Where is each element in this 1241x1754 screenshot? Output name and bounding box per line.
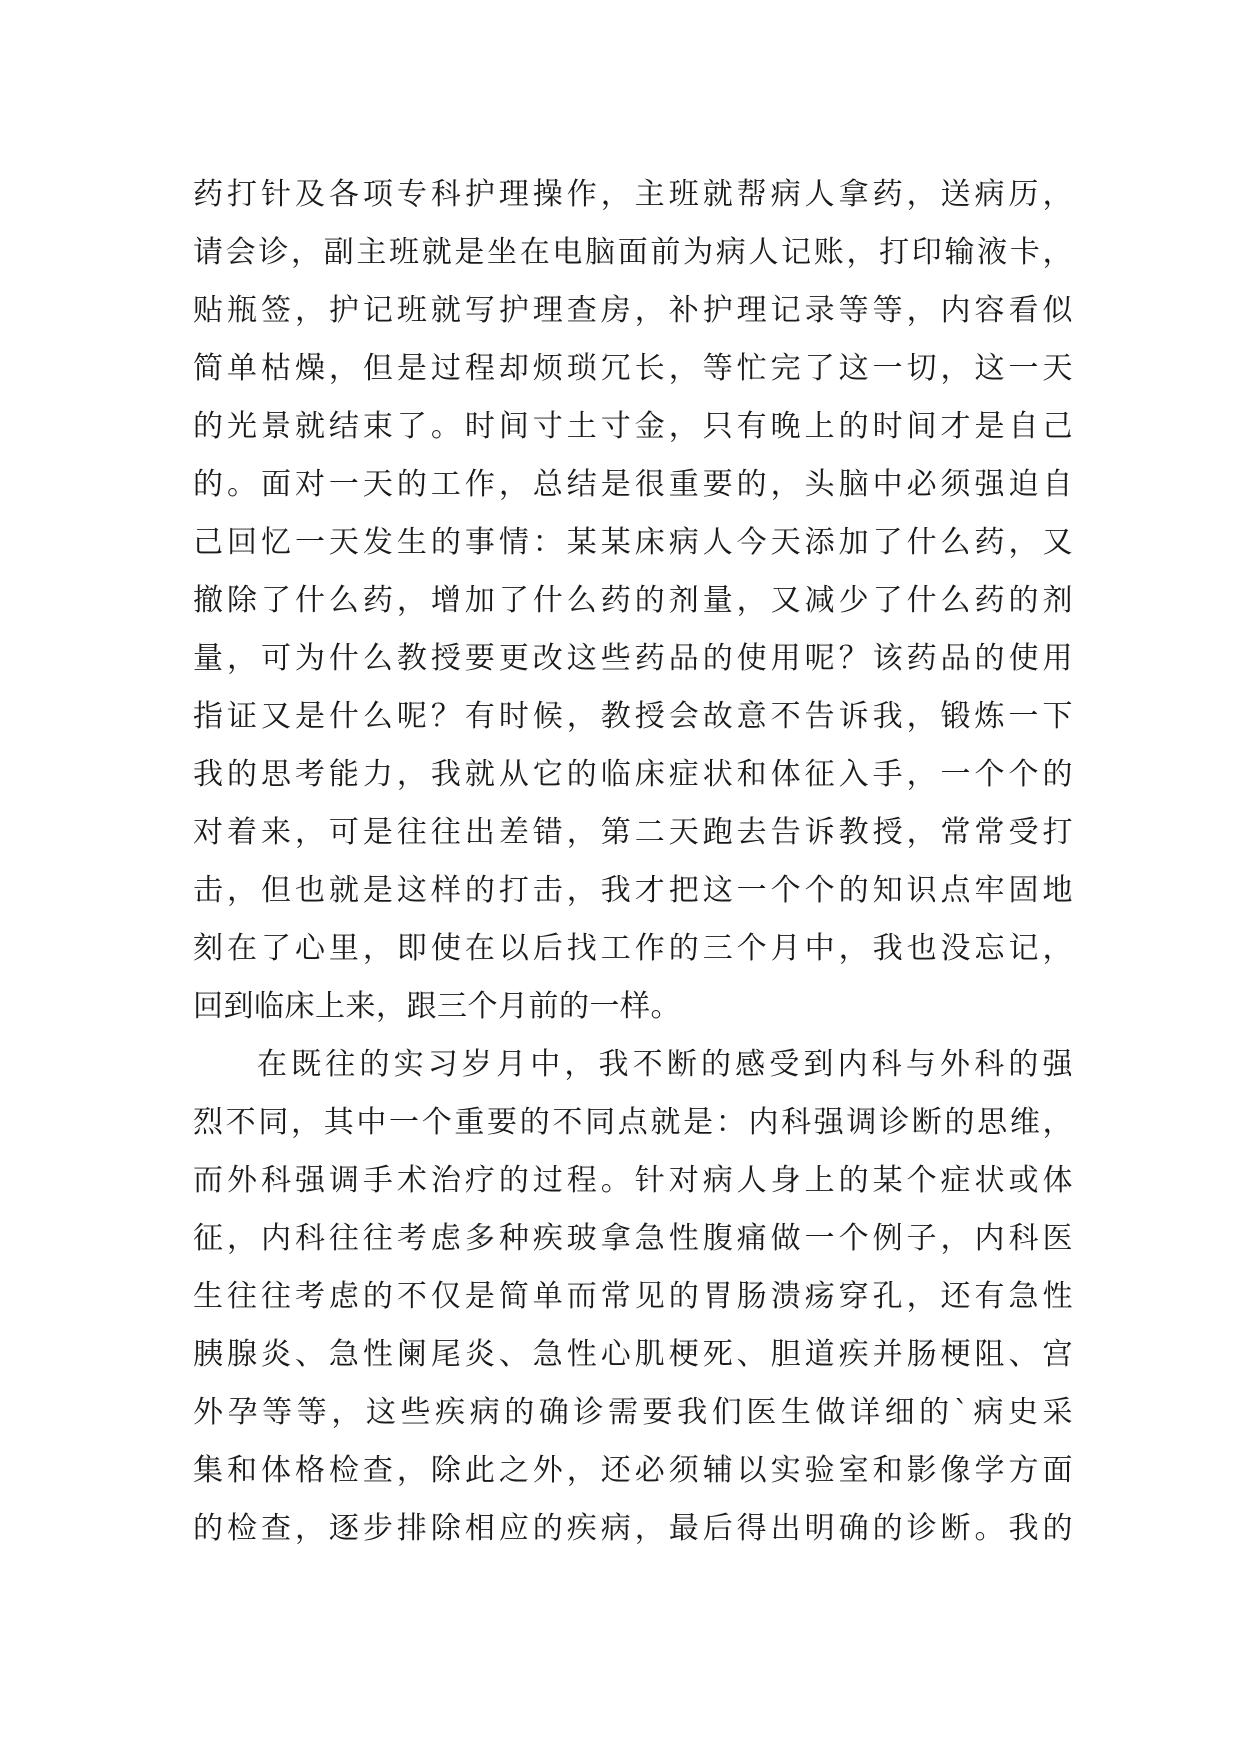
text-line: 撤除了什么药，增加了什么药的剂量，又减少了什么药的剂 — [193, 583, 1073, 618]
text-line: 指证又是什么呢？有时候，教授会故意不告诉我，锻炼一下 — [193, 699, 1073, 734]
text-line: 击，但也就是这样的打击，我才把这一个个的知识点牢固地 — [193, 873, 1073, 908]
text-line: 请会诊，副主班就是坐在电脑面前为病人记账，打印输液卡， — [193, 235, 1073, 270]
text-line: 对着来，可是往往出差错，第二天跑去告诉教授，常常受打 — [193, 815, 1073, 850]
text-line: 胰腺炎、急性阑尾炎、急性心肌梗死、胆道疾并肠梗阻、宫 — [193, 1337, 1073, 1372]
text-line: 烈不同，其中一个重要的不同点就是：内科强调诊断的思维， — [193, 1105, 1073, 1140]
text-line: 量，可为什么教授要更改这些药品的使用呢？该药品的使用 — [193, 641, 1073, 676]
text-line: 药打针及各项专科护理操作，主班就帮病人拿药，送病历， — [193, 177, 1073, 212]
text-line: 的光景就结束了。时间寸土寸金，只有晚上的时间才是自己 — [193, 409, 1073, 444]
text-line: 刻在了心里，即使在以后找工作的三个月中，我也没忘记， — [193, 931, 1073, 966]
text-line: 集和体格检查，除此之外，还必须辅以实验室和影像学方面 — [193, 1453, 1073, 1488]
text-line: 而外科强调手术治疗的过程。针对病人身上的某个症状或体 — [193, 1163, 1073, 1198]
text-line: 简单枯燥，但是过程却烦琐冗长，等忙完了这一切，这一天 — [193, 351, 1073, 386]
text-line: 的检查，逐步排除相应的疾病，最后得出明确的诊断。我的 — [193, 1511, 1073, 1546]
paragraph-start-line: 在既往的实习岁月中，我不断的感受到内科与外科的强 — [257, 1047, 1073, 1082]
text-line: 征，内科往往考虑多种疾玻拿急性腹痛做一个例子，内科医 — [193, 1221, 1073, 1256]
text-line: 己回忆一天发生的事情：某某床病人今天添加了什么药，又 — [193, 525, 1073, 560]
text-line: 生往往考虑的不仅是简单而常见的胃肠溃疡穿孔，还有急性 — [193, 1279, 1073, 1314]
body-text — [193, 166, 1073, 1558]
paragraph-end-line: 回到临床上来，跟三个月前的一样。 — [193, 989, 681, 1024]
text-line: 外孕等等，这些疾病的确诊需要我们医生做详细的`病史采 — [193, 1395, 1073, 1430]
text-line: 我的思考能力，我就从它的临床症状和体征入手，一个个的 — [193, 757, 1073, 792]
text-line: 的。面对一天的工作，总结是很重要的，头脑中必须强迫自 — [193, 467, 1073, 502]
text-line: 贴瓶签，护记班就写护理查房，补护理记录等等，内容看似 — [193, 293, 1073, 328]
